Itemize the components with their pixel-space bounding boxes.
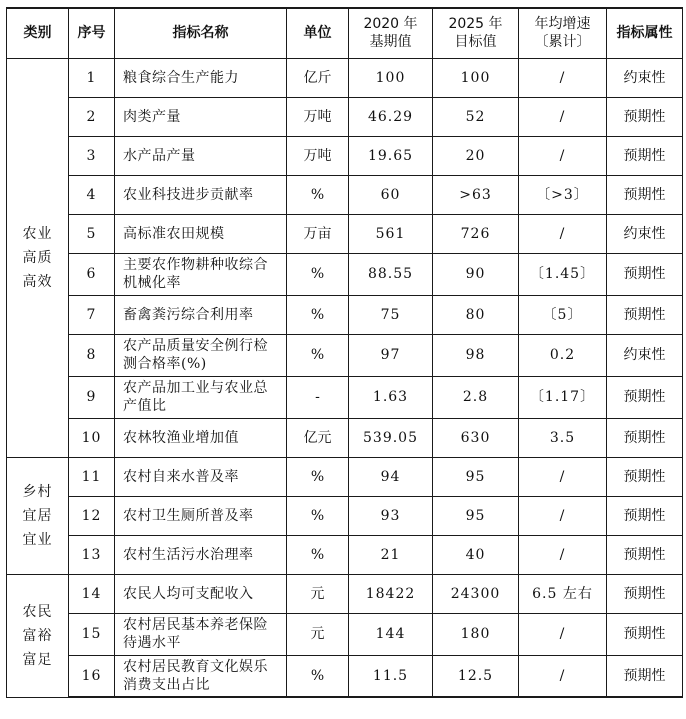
table-row	[7, 295, 683, 334]
base-value-cell: 19.65	[349, 136, 433, 175]
growth-cell: 〔5〕	[519, 295, 607, 334]
unit-cell: %	[287, 175, 349, 214]
seq-cell: 13	[69, 535, 115, 574]
seq-cell: 5	[69, 214, 115, 253]
unit-cell: %	[287, 535, 349, 574]
table-row	[7, 613, 683, 655]
seq-cell: 12	[69, 496, 115, 535]
attribute-cell: 预期性	[607, 97, 683, 136]
growth-cell: /	[519, 535, 607, 574]
category-label: 宜业	[22, 531, 53, 548]
seq-cell: 1	[69, 58, 115, 97]
seq-cell: 8	[69, 334, 115, 376]
seq-cell: 7	[69, 295, 115, 334]
growth-cell: /	[519, 613, 607, 655]
growth-cell: 〔1.17〕	[519, 376, 607, 418]
unit-cell: %	[287, 334, 349, 376]
target-value-cell: 80	[433, 295, 519, 334]
growth-cell: /	[519, 655, 607, 697]
target-value-cell: 726	[433, 214, 519, 253]
header-growth	[519, 8, 607, 58]
target-value-cell: 100	[433, 58, 519, 97]
indicator-name-cell: 高标准农田规模	[115, 214, 287, 253]
base-value-cell: 88.55	[349, 253, 433, 295]
header-target	[433, 8, 519, 58]
growth-cell: /	[519, 97, 607, 136]
attribute-cell: 约束性	[607, 58, 683, 97]
category-cell	[7, 574, 69, 697]
indicator-name-cell: 农村居民教育文化娱乐消费支出占比	[115, 655, 287, 697]
growth-cell: /	[519, 214, 607, 253]
base-value-cell: 11.5	[349, 655, 433, 697]
header-base-label: 基期值	[369, 34, 412, 51]
attribute-cell: 预期性	[607, 655, 683, 697]
indicator-name-cell: 农村卫生厕所普及率	[115, 496, 287, 535]
indicator-name-cell: 肉类产量	[115, 97, 287, 136]
seq-cell: 3	[69, 136, 115, 175]
table-row	[7, 214, 683, 253]
base-value-cell: 1.63	[349, 376, 433, 418]
unit-cell: %	[287, 457, 349, 496]
attribute-cell: 预期性	[607, 496, 683, 535]
attribute-cell: 约束性	[607, 214, 683, 253]
target-value-cell: 95	[433, 496, 519, 535]
category-cell	[7, 58, 69, 457]
category-label: 高质	[22, 249, 53, 266]
header-attr: 指标属性	[607, 8, 683, 58]
target-value-cell: 20	[433, 136, 519, 175]
attribute-cell: 预期性	[607, 253, 683, 295]
table-row	[7, 58, 683, 97]
seq-cell: 4	[69, 175, 115, 214]
seq-cell: 10	[69, 418, 115, 457]
target-value-cell: 180	[433, 613, 519, 655]
indicator-name-cell: 农村居民基本养老保险待遇水平	[115, 613, 287, 655]
base-value-cell: 18422	[349, 574, 433, 613]
indicator-name-cell: 农业科技进步贡献率	[115, 175, 287, 214]
indicator-name-cell: 主要农作物耕种收综合机械化率	[115, 253, 287, 295]
attribute-cell: 预期性	[607, 574, 683, 613]
table-row	[7, 334, 683, 376]
category-label: 富裕	[22, 627, 53, 644]
unit-cell: 万吨	[287, 97, 349, 136]
target-value-cell: 52	[433, 97, 519, 136]
unit-cell: 元	[287, 613, 349, 655]
indicator-name-cell: 农村生活污水治理率	[115, 535, 287, 574]
seq-cell: 16	[69, 655, 115, 697]
indicator-table	[6, 7, 683, 698]
category-label: 宜居	[22, 507, 53, 524]
base-value-cell: 60	[349, 175, 433, 214]
base-value-cell: 539.05	[349, 418, 433, 457]
unit-cell: 万吨	[287, 136, 349, 175]
target-value-cell: >63	[433, 175, 519, 214]
header-category: 类别	[7, 8, 69, 58]
base-value-cell: 100	[349, 58, 433, 97]
unit-cell: 元	[287, 574, 349, 613]
indicator-name-cell: 农民人均可支配收入	[115, 574, 287, 613]
indicator-name-cell: 畜禽粪污综合利用率	[115, 295, 287, 334]
target-value-cell: 24300	[433, 574, 519, 613]
seq-cell: 6	[69, 253, 115, 295]
indicator-name-cell: 粮食综合生产能力	[115, 58, 287, 97]
target-value-cell: 95	[433, 457, 519, 496]
attribute-cell: 预期性	[607, 136, 683, 175]
attribute-cell: 预期性	[607, 457, 683, 496]
table-row	[7, 376, 683, 418]
target-value-cell: 12.5	[433, 655, 519, 697]
attribute-cell: 约束性	[607, 334, 683, 376]
header-seq: 序号	[69, 8, 115, 58]
header-growth-label: 年均增速	[534, 16, 591, 33]
growth-cell: /	[519, 457, 607, 496]
category-label: 农业	[22, 225, 53, 242]
table-row	[7, 418, 683, 457]
growth-cell: 〔>3〕	[519, 175, 607, 214]
category-label: 富足	[22, 651, 53, 668]
table-row	[7, 253, 683, 295]
header-growth-cumulative: 〔累计〕	[534, 34, 591, 51]
indicator-name-cell: 农林牧渔业增加值	[115, 418, 287, 457]
category-label: 高效	[22, 273, 53, 290]
category-cell	[7, 457, 69, 574]
target-value-cell: 40	[433, 535, 519, 574]
header-row	[7, 8, 683, 58]
seq-cell: 11	[69, 457, 115, 496]
growth-cell: /	[519, 136, 607, 175]
unit-cell: 万亩	[287, 214, 349, 253]
table-row	[7, 655, 683, 697]
table-body	[7, 58, 683, 697]
attribute-cell: 预期性	[607, 175, 683, 214]
base-value-cell: 75	[349, 295, 433, 334]
header-base-year: 2020 年	[363, 16, 418, 33]
unit-cell: %	[287, 253, 349, 295]
table-row	[7, 457, 683, 496]
table-row	[7, 496, 683, 535]
unit-cell: %	[287, 496, 349, 535]
target-value-cell: 90	[433, 253, 519, 295]
growth-cell: 0.2	[519, 334, 607, 376]
base-value-cell: 46.29	[349, 97, 433, 136]
base-value-cell: 21	[349, 535, 433, 574]
header-target-label: 目标值	[454, 34, 497, 51]
attribute-cell: 预期性	[607, 295, 683, 334]
table-row	[7, 136, 683, 175]
table-row	[7, 175, 683, 214]
seq-cell: 14	[69, 574, 115, 613]
header-base	[349, 8, 433, 58]
indicator-name-cell: 农村自来水普及率	[115, 457, 287, 496]
category-label: 乡村	[22, 483, 53, 500]
unit-cell: %	[287, 655, 349, 697]
base-value-cell: 93	[349, 496, 433, 535]
header-indicator: 指标名称	[115, 8, 287, 58]
category-label: 农民	[22, 603, 53, 620]
unit-cell: 亿元	[287, 418, 349, 457]
indicator-name-cell: 农产品加工业与农业总产值比	[115, 376, 287, 418]
indicator-name-cell: 农产品质量安全例行检测合格率(%)	[115, 334, 287, 376]
growth-cell: /	[519, 496, 607, 535]
unit-cell: %	[287, 295, 349, 334]
seq-cell: 9	[69, 376, 115, 418]
table-row	[7, 535, 683, 574]
growth-cell: /	[519, 58, 607, 97]
indicator-name-cell: 水产品产量	[115, 136, 287, 175]
base-value-cell: 144	[349, 613, 433, 655]
base-value-cell: 97	[349, 334, 433, 376]
growth-cell: 〔1.45〕	[519, 253, 607, 295]
base-value-cell: 94	[349, 457, 433, 496]
table-row	[7, 574, 683, 613]
header-unit: 单位	[287, 8, 349, 58]
target-value-cell: 98	[433, 334, 519, 376]
growth-cell: 6.5 左右	[519, 574, 607, 613]
unit-cell: 亿斤	[287, 58, 349, 97]
attribute-cell: 预期性	[607, 613, 683, 655]
seq-cell: 2	[69, 97, 115, 136]
unit-cell: -	[287, 376, 349, 418]
table-row	[7, 97, 683, 136]
base-value-cell: 561	[349, 214, 433, 253]
header-target-year: 2025 年	[448, 16, 503, 33]
growth-cell: 3.5	[519, 418, 607, 457]
attribute-cell: 预期性	[607, 535, 683, 574]
seq-cell: 15	[69, 613, 115, 655]
target-value-cell: 2.8	[433, 376, 519, 418]
attribute-cell: 预期性	[607, 376, 683, 418]
target-value-cell: 630	[433, 418, 519, 457]
attribute-cell: 预期性	[607, 418, 683, 457]
